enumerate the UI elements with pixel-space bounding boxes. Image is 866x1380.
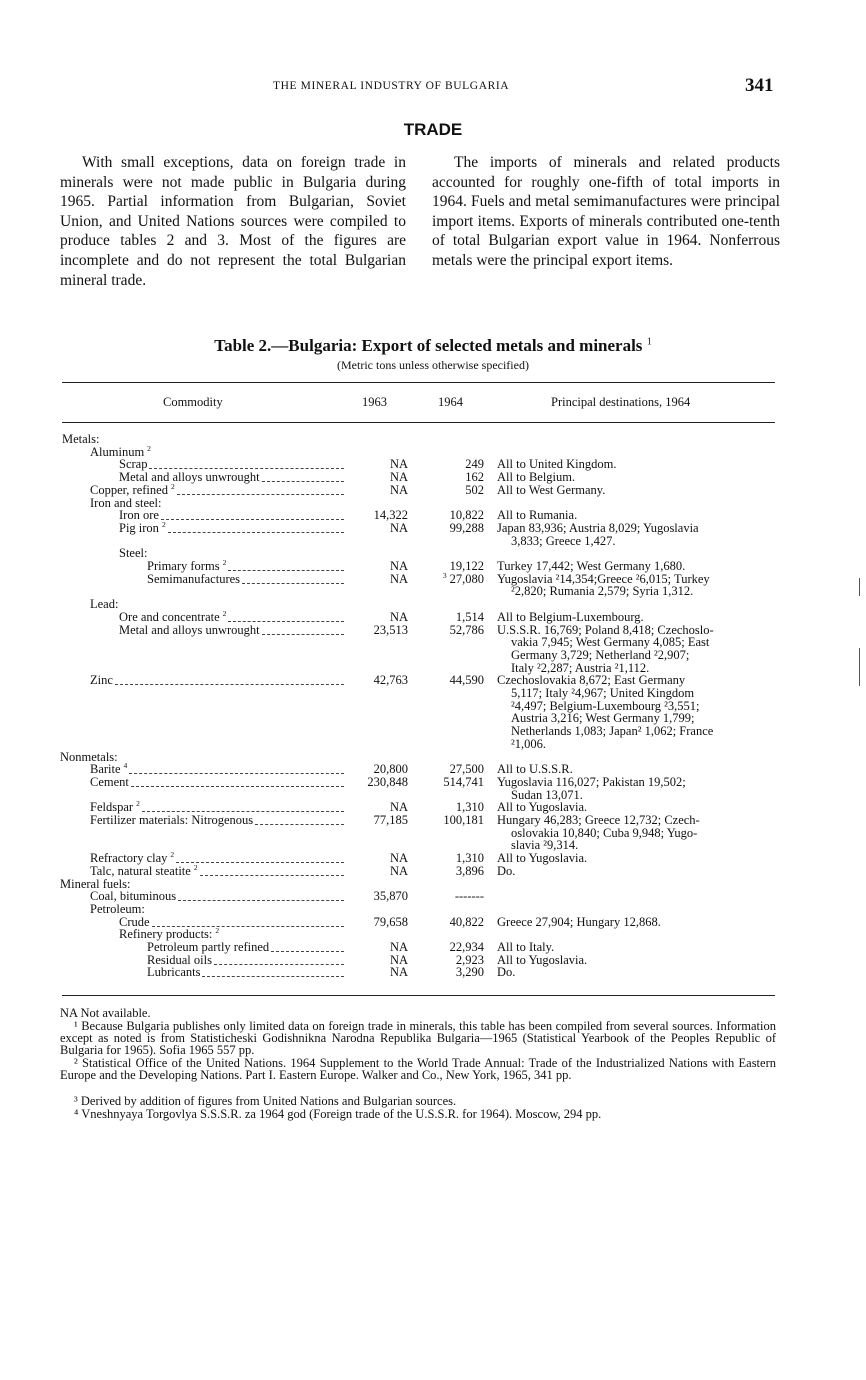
table-row — [0, 687, 866, 700]
commodity-label: Refractory clay — [90, 851, 168, 866]
value-1964-text: 1,514 — [455, 609, 484, 624]
footnote-ref: 2 — [222, 608, 227, 618]
table-row — [0, 763, 866, 776]
commodity-label: Barite — [90, 762, 121, 777]
commodity-label: Metal and alloys unwrought — [119, 622, 260, 637]
destination-cell: Yugoslavia ²14,354;Greece ²6,015; Turkey — [497, 571, 710, 586]
table-row — [0, 827, 866, 840]
footnote-4: ⁴ Vneshnyaya Torgovlya S.S.S.R. za 1964 god (Foreign trade of the U.S.S.R. for 1964). Moscow, 294 pp. — [74, 1107, 602, 1121]
dot-leader — [271, 951, 344, 952]
destination-cell: Greece 27,904; Hungary 12,868. — [497, 914, 661, 929]
commodity-cell — [119, 519, 166, 535]
destination-cell: Sudan 13,071. — [511, 787, 583, 802]
table-row — [0, 941, 866, 954]
destination-cell: All to Yugoslavia. — [497, 851, 588, 866]
destination-cell: All to Yugoslavia. — [497, 800, 588, 815]
value-1964 — [443, 814, 484, 827]
value-1963: NA — [389, 457, 408, 472]
commodity-cell — [147, 966, 200, 979]
commodity-cell — [90, 674, 113, 687]
footnote-ref: 2 — [222, 557, 227, 567]
commodity-label: Iron ore — [119, 508, 159, 523]
commodity-cell — [119, 624, 260, 637]
dot-leader — [262, 481, 344, 482]
table-row — [0, 585, 866, 598]
destination-cell: Czechoslovakia 8,672; East Germany — [497, 673, 686, 688]
dot-leader — [131, 786, 344, 787]
value-1964-text: 3,290 — [455, 965, 484, 980]
value-1963: NA — [389, 851, 408, 866]
destination-cell: Netherlands 1,083; Japan² 1,062; France — [511, 724, 714, 739]
value-1963: NA — [389, 482, 408, 497]
value-1964 — [456, 865, 484, 878]
footnote-ref: 2 — [136, 799, 140, 809]
table-top-rule — [62, 382, 775, 383]
destination-cell: slavia ²9,314. — [511, 838, 579, 853]
table-row — [0, 557, 866, 573]
value-1964-text: 52,786 — [449, 622, 484, 637]
value-1964 — [450, 624, 484, 637]
table-row — [0, 570, 866, 586]
paragraph-left: With small exceptions, data on foreign trade in minerals were not made public in Bulgaria during 1965. Partial information from Bulgarian, Soviet Union, and United Nations sources were compiled to produce tables 2 and 3. Most of the figures are incomplete and do not represent the total Bulgarian mineral trade. — [60, 154, 406, 289]
destination-cell: Austria 3,216; West Germany 1,799; — [511, 711, 695, 726]
table-title-footnote-ref: 1 — [646, 336, 652, 348]
dot-leader — [214, 964, 344, 965]
value-1964-text: ------- — [454, 889, 484, 904]
dot-leader — [168, 532, 344, 533]
dot-leader — [242, 583, 344, 584]
commodity-label: Cement — [90, 774, 129, 789]
table-title — [0, 336, 866, 356]
destination-cell: All to West Germany. — [497, 482, 606, 497]
value-1964 — [456, 966, 484, 979]
destination-cell: All to Belgium. — [497, 470, 576, 485]
table-row — [0, 738, 866, 751]
value-1963: NA — [389, 800, 408, 815]
margin-mark — [859, 648, 860, 686]
commodity-label: Aluminum — [90, 444, 145, 459]
value-1963: NA — [389, 965, 408, 980]
footnote-ref: 2 — [147, 443, 151, 453]
commodity-label: Pig iron — [119, 520, 159, 535]
value-1964 — [450, 916, 484, 929]
commodity-label: Petroleum partly refined — [147, 940, 270, 954]
value-1964-text: 3,896 — [455, 863, 484, 878]
commodity-label: Coal, bituminous — [90, 889, 177, 904]
destination-cell: Germany 3,729; Netherland ²2,907; — [511, 647, 690, 662]
footnote-2: ² Statistical Office of the United Nations. 1964 Supplement to the World Trade Annual: Trade of the Industrialized Nations with Eastern Europe and the Developing Nations. Part I. Eastern Europe. Walker and Co., New York, 1965, 341 pp. — [60, 1056, 776, 1083]
destination-cell: ²1,006. — [511, 736, 546, 751]
value-1963: NA — [389, 559, 408, 573]
value-1964-text: 19,122 — [449, 559, 484, 573]
destination-cell: All to Belgium-Luxembourg. — [497, 609, 644, 624]
value-1964-text: 514,741 — [443, 774, 484, 789]
footnote-3: ³ Derived by addition of figures from United Nations and Bulgarian sources. — [74, 1094, 457, 1108]
value-1963: NA — [389, 470, 408, 485]
value-1964 — [450, 674, 484, 687]
table-row — [0, 814, 866, 827]
value-1964-text: 10,822 — [449, 508, 484, 523]
table-row — [0, 624, 866, 637]
commodity-label: Refinery products: — [119, 927, 213, 942]
destination-cell: vakia 7,945; West Germany 4,085; East — [511, 635, 710, 650]
dot-leader — [177, 494, 344, 495]
value-1963: 14,322 — [373, 508, 408, 523]
value-1963: 20,800 — [373, 762, 408, 777]
destination-cell: ²2,820; Rumania 2,579; Syria 1,312. — [511, 584, 694, 599]
value-1963: NA — [389, 571, 408, 586]
paragraph-right: The imports of minerals and related products accounted for roughly one-fifth of total imports in 1964. Fuels and metal semimanufactures were principal import items. Exports of minerals contributed one-tenth of total Bulgarian export value in 1964. Nonferrous metals were the principal export items. — [432, 154, 780, 269]
dot-leader — [262, 634, 344, 635]
commodity-label: Iron and steel: — [90, 495, 162, 510]
commodity-label: Scrap — [119, 457, 148, 472]
page-number: 341 — [745, 75, 774, 96]
destination-cell: Hungary 46,283; Greece 12,732; Czech- — [497, 813, 700, 827]
table-row — [0, 776, 866, 789]
commodity-label: Steel: — [119, 546, 148, 561]
commodity-label: Lead: — [90, 597, 119, 612]
footnote-ref: 2 — [161, 519, 166, 529]
commodity-label: Mineral fuels: — [60, 876, 131, 891]
value-1964-text: 162 — [465, 470, 484, 485]
dot-leader — [161, 519, 344, 520]
section-title: TRADE — [403, 120, 463, 139]
table-row — [0, 674, 866, 687]
destination-cell: 3,833; Greece 1,427. — [511, 533, 616, 548]
commodity-label: Metals: — [62, 432, 100, 446]
destination-cell: Do. — [497, 965, 516, 980]
destination-cell: All to U.S.S.R. — [497, 762, 573, 777]
dot-leader — [228, 570, 344, 571]
running-title: THE MINERAL INDUSTRY OF BULGARIA — [273, 80, 510, 92]
destination-cell: Italy ²2,287; Austria ²1,112. — [511, 660, 650, 675]
destination-cell: U.S.S.R. 16,769; Poland 8,418; Czechoslo- — [497, 622, 714, 637]
footnote-ref: 4 — [123, 761, 128, 771]
destination-cell: All to Yugoslavia. — [497, 952, 588, 967]
table-row — [0, 649, 866, 662]
footnote-ref: 2 — [170, 849, 175, 859]
column-header-1963: 1963 — [362, 395, 387, 409]
commodity-label: Zinc — [90, 673, 113, 688]
value-1963: 42,763 — [373, 673, 408, 688]
destination-cell: Japan 83,936; Austria 8,029; Yugoslavia — [497, 520, 699, 535]
footnote-na: NA Not available. — [60, 1006, 151, 1020]
destination-cell: 5,117; Italy ²4,967; United Kingdom — [511, 686, 695, 700]
value-1964 — [442, 570, 484, 586]
destination-cell: All to Rumania. — [497, 508, 578, 523]
value-1964-text: 1,310 — [455, 851, 484, 866]
commodity-cell — [90, 776, 129, 789]
value-1963: 79,658 — [373, 914, 408, 929]
value-1964 — [465, 484, 484, 497]
value-1964 — [443, 776, 484, 789]
table-row — [0, 928, 866, 941]
destination-cell: ²4,497; Belgium-Luxembourg ²3,551; — [511, 698, 700, 713]
commodity-label: Talc, natural steatite — [90, 863, 191, 878]
value-1964-text: 27,080 — [449, 571, 484, 586]
value-1964-text: 27,500 — [449, 762, 484, 777]
table-row — [0, 547, 866, 560]
destination-cell: All to United Kingdom. — [497, 457, 617, 472]
value-1963: NA — [389, 863, 408, 878]
footnote-1: ¹ Because Bulgaria publishes only limited data on foreign trade in minerals, this table has been compiled from several sources. Information except as noted is from Statisticheski Godishnikna Narodna Republika Bulgaria—1965 (Statistical Yearbook of the Peoples Republic of Bulgaria for 1965). Sofia 1965 557 pp. — [60, 1019, 776, 1058]
value-1963: 23,513 — [373, 622, 408, 637]
commodity-label: Residual oils — [147, 952, 212, 967]
column-header-commodity: Commodity — [163, 395, 223, 409]
dot-leader — [202, 976, 344, 977]
value-1964-text: 502 — [465, 482, 484, 497]
dot-leader — [115, 684, 344, 685]
destination-cell: Do. — [497, 863, 516, 878]
value-1964-text: 2,923 — [455, 952, 484, 967]
value-1963: NA — [389, 520, 408, 535]
commodity-cell — [119, 547, 147, 560]
value-1964-text: 1,310 — [455, 800, 484, 815]
value-1964-text: 44,590 — [449, 673, 484, 688]
margin-mark — [859, 578, 860, 596]
commodity-cell — [147, 573, 240, 586]
table-title-text: Table 2.—Bulgaria: Export of selected metals and minerals — [214, 336, 643, 355]
value-1963: 35,870 — [373, 889, 408, 904]
commodity-label: Primary forms — [147, 559, 220, 573]
destination-cell: Yugoslavia 116,027; Pakistan 19,502; — [497, 774, 686, 789]
commodity-label: Fertilizer materials: Nitrogenous — [90, 813, 254, 827]
value-1964-text: 40,822 — [449, 914, 484, 929]
value-1964 — [450, 522, 484, 535]
value-1964-text: 99,288 — [449, 520, 484, 535]
table-row — [0, 700, 866, 713]
value-1963: NA — [389, 952, 408, 967]
column-header-destinations: Principal destinations, 1964 — [551, 395, 691, 409]
commodity-label: Crude — [119, 914, 150, 929]
table-row — [0, 712, 866, 725]
dot-leader — [200, 875, 344, 876]
value-1963: 77,185 — [373, 813, 408, 827]
value-1963: 230,848 — [367, 774, 408, 789]
table-row — [0, 662, 866, 675]
table-subtitle: (Metric tons unless otherwise specified) — [337, 358, 529, 372]
table-row — [0, 966, 866, 979]
dot-leader — [178, 900, 344, 901]
value-1964-text: 100,181 — [443, 813, 484, 827]
value-1964-text: 22,934 — [449, 940, 484, 954]
table-row — [0, 636, 866, 649]
dot-leader — [255, 824, 344, 825]
commodity-label: Feldspar — [90, 800, 134, 815]
destination-cell: All to Italy. — [497, 940, 555, 954]
footnote-ref: 3 — [442, 570, 447, 580]
commodity-label: Lubricants — [147, 965, 201, 980]
column-header-1964: 1964 — [438, 395, 463, 409]
footnote-ref: 2 — [170, 481, 175, 491]
commodity-label: Ore and concentrate — [119, 609, 220, 624]
destination-cell: Turkey 17,442; West Germany 1,680. — [497, 559, 686, 573]
table-header-rule — [62, 422, 775, 423]
table-row — [0, 954, 866, 967]
commodity-label: Petroleum: — [90, 901, 145, 916]
value-1963: NA — [389, 940, 408, 954]
value-1964 — [455, 890, 484, 903]
value-1964-text: 249 — [465, 457, 484, 472]
destination-cell: oslovakia 10,840; Cuba 9,948; Yugo- — [511, 825, 698, 840]
dot-leader — [129, 773, 344, 774]
table-row — [0, 519, 866, 535]
commodity-cell — [90, 814, 253, 827]
table-bottom-rule — [62, 995, 775, 996]
value-1963: NA — [389, 609, 408, 624]
commodity-cell — [90, 598, 118, 611]
commodity-label: Metal and alloys unwrought — [119, 470, 260, 485]
table-row — [0, 725, 866, 738]
dot-leader — [176, 862, 344, 863]
footnote-ref: 2 — [215, 926, 220, 936]
commodity-label: Semimanufactures — [147, 571, 241, 586]
commodity-label: Nonmetals: — [60, 749, 118, 764]
commodity-label: Copper, refined — [90, 482, 168, 497]
table-row — [0, 751, 866, 764]
footnote-ref: 2 — [193, 862, 198, 872]
